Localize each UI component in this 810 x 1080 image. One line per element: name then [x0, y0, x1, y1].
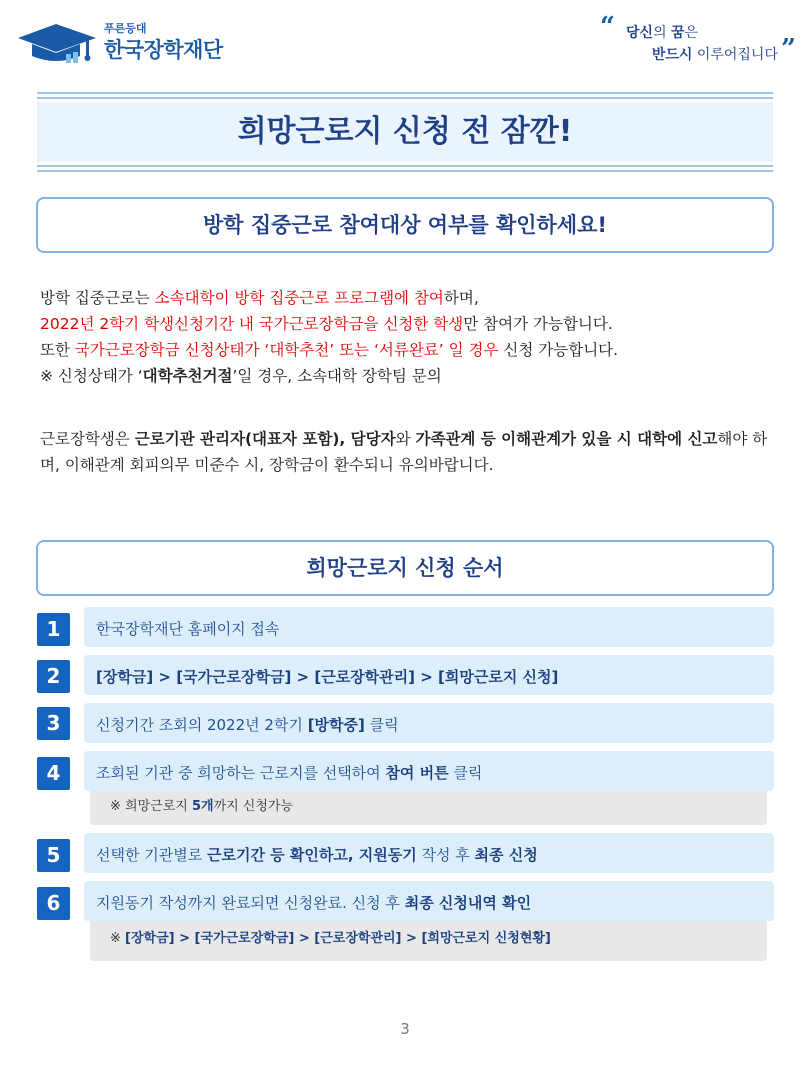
title-band — [37, 92, 773, 172]
divider — [37, 97, 773, 99]
divider — [37, 165, 773, 167]
slogan-line-2: 반드시 이루어집니다 — [651, 47, 778, 63]
step-bar — [84, 833, 774, 873]
step-note-text: ※ 희망근로지 5개까지 신청가능 — [110, 799, 294, 814]
step-text: 선택한 기관별로 근로기간 등 확인하고, 지원동기 작성 후 최종 신청 — [96, 846, 538, 864]
page-number: 3 — [400, 1020, 410, 1038]
text-line: 2022년 2학기 학생신청기간 내 국가근로장학금을 신청한 학생만 참여가 가능합니다. — [40, 315, 613, 333]
step-note — [90, 919, 767, 961]
divider — [37, 170, 773, 172]
step-number: 1 — [37, 613, 70, 646]
step-text: 조회된 기관 중 희망하는 근로지를 선택하여 참여 버튼 클릭 — [96, 764, 483, 782]
section-heading-eligibility: 방학 집중근로 참여대상 여부를 확인하세요! — [36, 197, 774, 253]
step-bar — [84, 655, 774, 695]
step-text: 신청기간 조회의 2022년 2학기 [방학중] 클릭 — [96, 716, 399, 734]
step-number: 3 — [37, 707, 70, 740]
step-number: 5 — [37, 839, 70, 872]
section-heading-steps: 희망근로지 신청 순서 — [36, 540, 774, 596]
step-bar — [84, 881, 774, 921]
eligibility-paragraph — [40, 285, 780, 389]
step-text: 지원동기 작성까지 완료되면 신청완료. 신청 후 최종 신청내역 확인 — [96, 894, 532, 912]
step-number: 6 — [37, 887, 70, 920]
logo-name: 한국장학재단 — [104, 38, 223, 62]
step-note-text: ※ [장학금] > [국가근로장학금] > [근로장학관리] > [희망근로지 신청현황] — [110, 931, 551, 946]
graduation-cap-icon — [16, 22, 100, 64]
text-line: 방학 집중근로는 소속대학이 방학 집중근로 프로그램에 참여하며, — [40, 289, 479, 307]
step-text: [장학금] > [국가근로장학금] > [근로장학관리] > [희망근로지 신청] — [96, 668, 559, 686]
logo-subtitle: 푸른등대 — [104, 22, 147, 35]
step-bar — [84, 703, 774, 743]
text-line: 또한 국가근로장학금 신청상태가 ‘대학추천’ 또는 ‘서류완료’ 일 경우 신청 가능합니다. — [40, 341, 619, 359]
text-line: ※ 신청상태가 ‘대학추천거절’일 경우, 소속대학 장학팀 문의 — [40, 367, 442, 385]
logo — [16, 18, 236, 66]
quote-close-icon: ” — [781, 34, 796, 64]
divider — [37, 92, 773, 94]
page-title: 희망근로지 신청 전 잠깐! — [237, 114, 573, 149]
step-bar — [84, 751, 774, 791]
conflict-notice-paragraph: 근로장학생은 근로기관 관리자(대표자 포함), 담당자와 가족관계 등 이해관계가 있을 시 대학에 신고해야 하며, 이해관계 회피의무 미준수 시, 장학금이 환수되니 유의바랍니다. — [40, 430, 768, 474]
slogan — [596, 12, 796, 68]
quote-open-icon: “ — [600, 12, 615, 42]
slogan-line-1: 당신의 꿈은 — [626, 25, 699, 41]
step-bar — [84, 607, 774, 647]
step-note — [90, 789, 767, 825]
step-number: 2 — [37, 660, 70, 693]
step-text: 한국장학재단 홈페이지 접속 — [96, 620, 280, 638]
step-number: 4 — [37, 757, 70, 790]
